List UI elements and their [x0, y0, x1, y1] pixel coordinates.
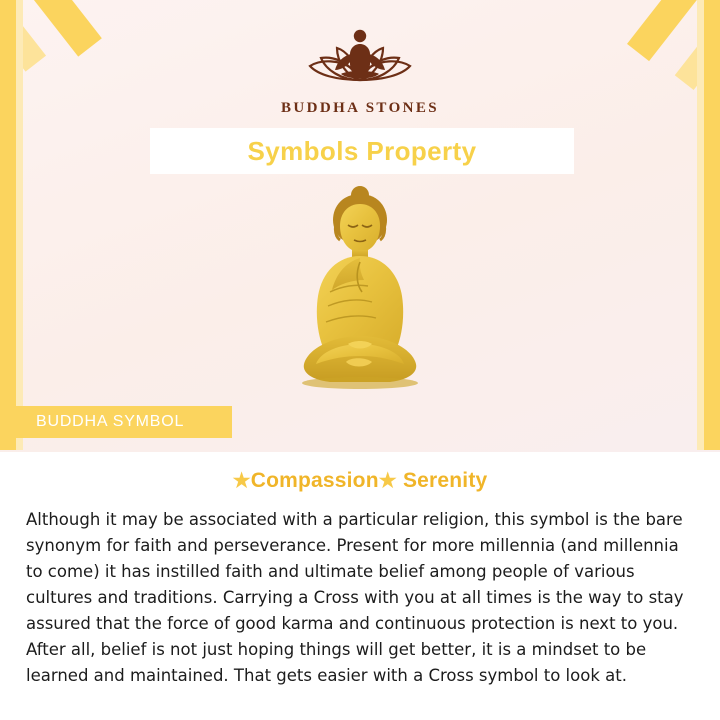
description-text: Although it may be associated with a particular religion, this symbol is the bare synonym for faith and perseverance. Present for more millennia (and millennia to come) it has instilled faith and ultimate belief among people of various cultures and traditions. Carrying a Cross with you at all times is the way to stay assured that the force of good karma and continuous protection is next to you. After all, belief is not just hoping things will get better, it is a mindset to be learned and maintained. That gets easier with a Cross symbol to look at. [26, 510, 684, 685]
symbol-tag-label: BUDDHA SYMBOL [36, 413, 185, 430]
symbol-tag [0, 406, 232, 438]
page-title-bar [150, 128, 574, 174]
seated-buddha-icon [260, 180, 460, 410]
lotus-meditation-icon [285, 18, 435, 96]
buddha-illustration [0, 180, 720, 410]
star-icon-right: ★ [378, 470, 397, 492]
page-title: Symbols Property [247, 135, 477, 166]
brand-logo [0, 18, 720, 117]
brand-name: BUDDHA STONES [280, 100, 440, 116]
headline-word-one: Compassion [250, 469, 379, 492]
description-panel [0, 452, 720, 720]
headline-word-two: Serenity [402, 469, 488, 492]
star-icon-left: ★ [232, 470, 251, 492]
headline [0, 468, 720, 493]
